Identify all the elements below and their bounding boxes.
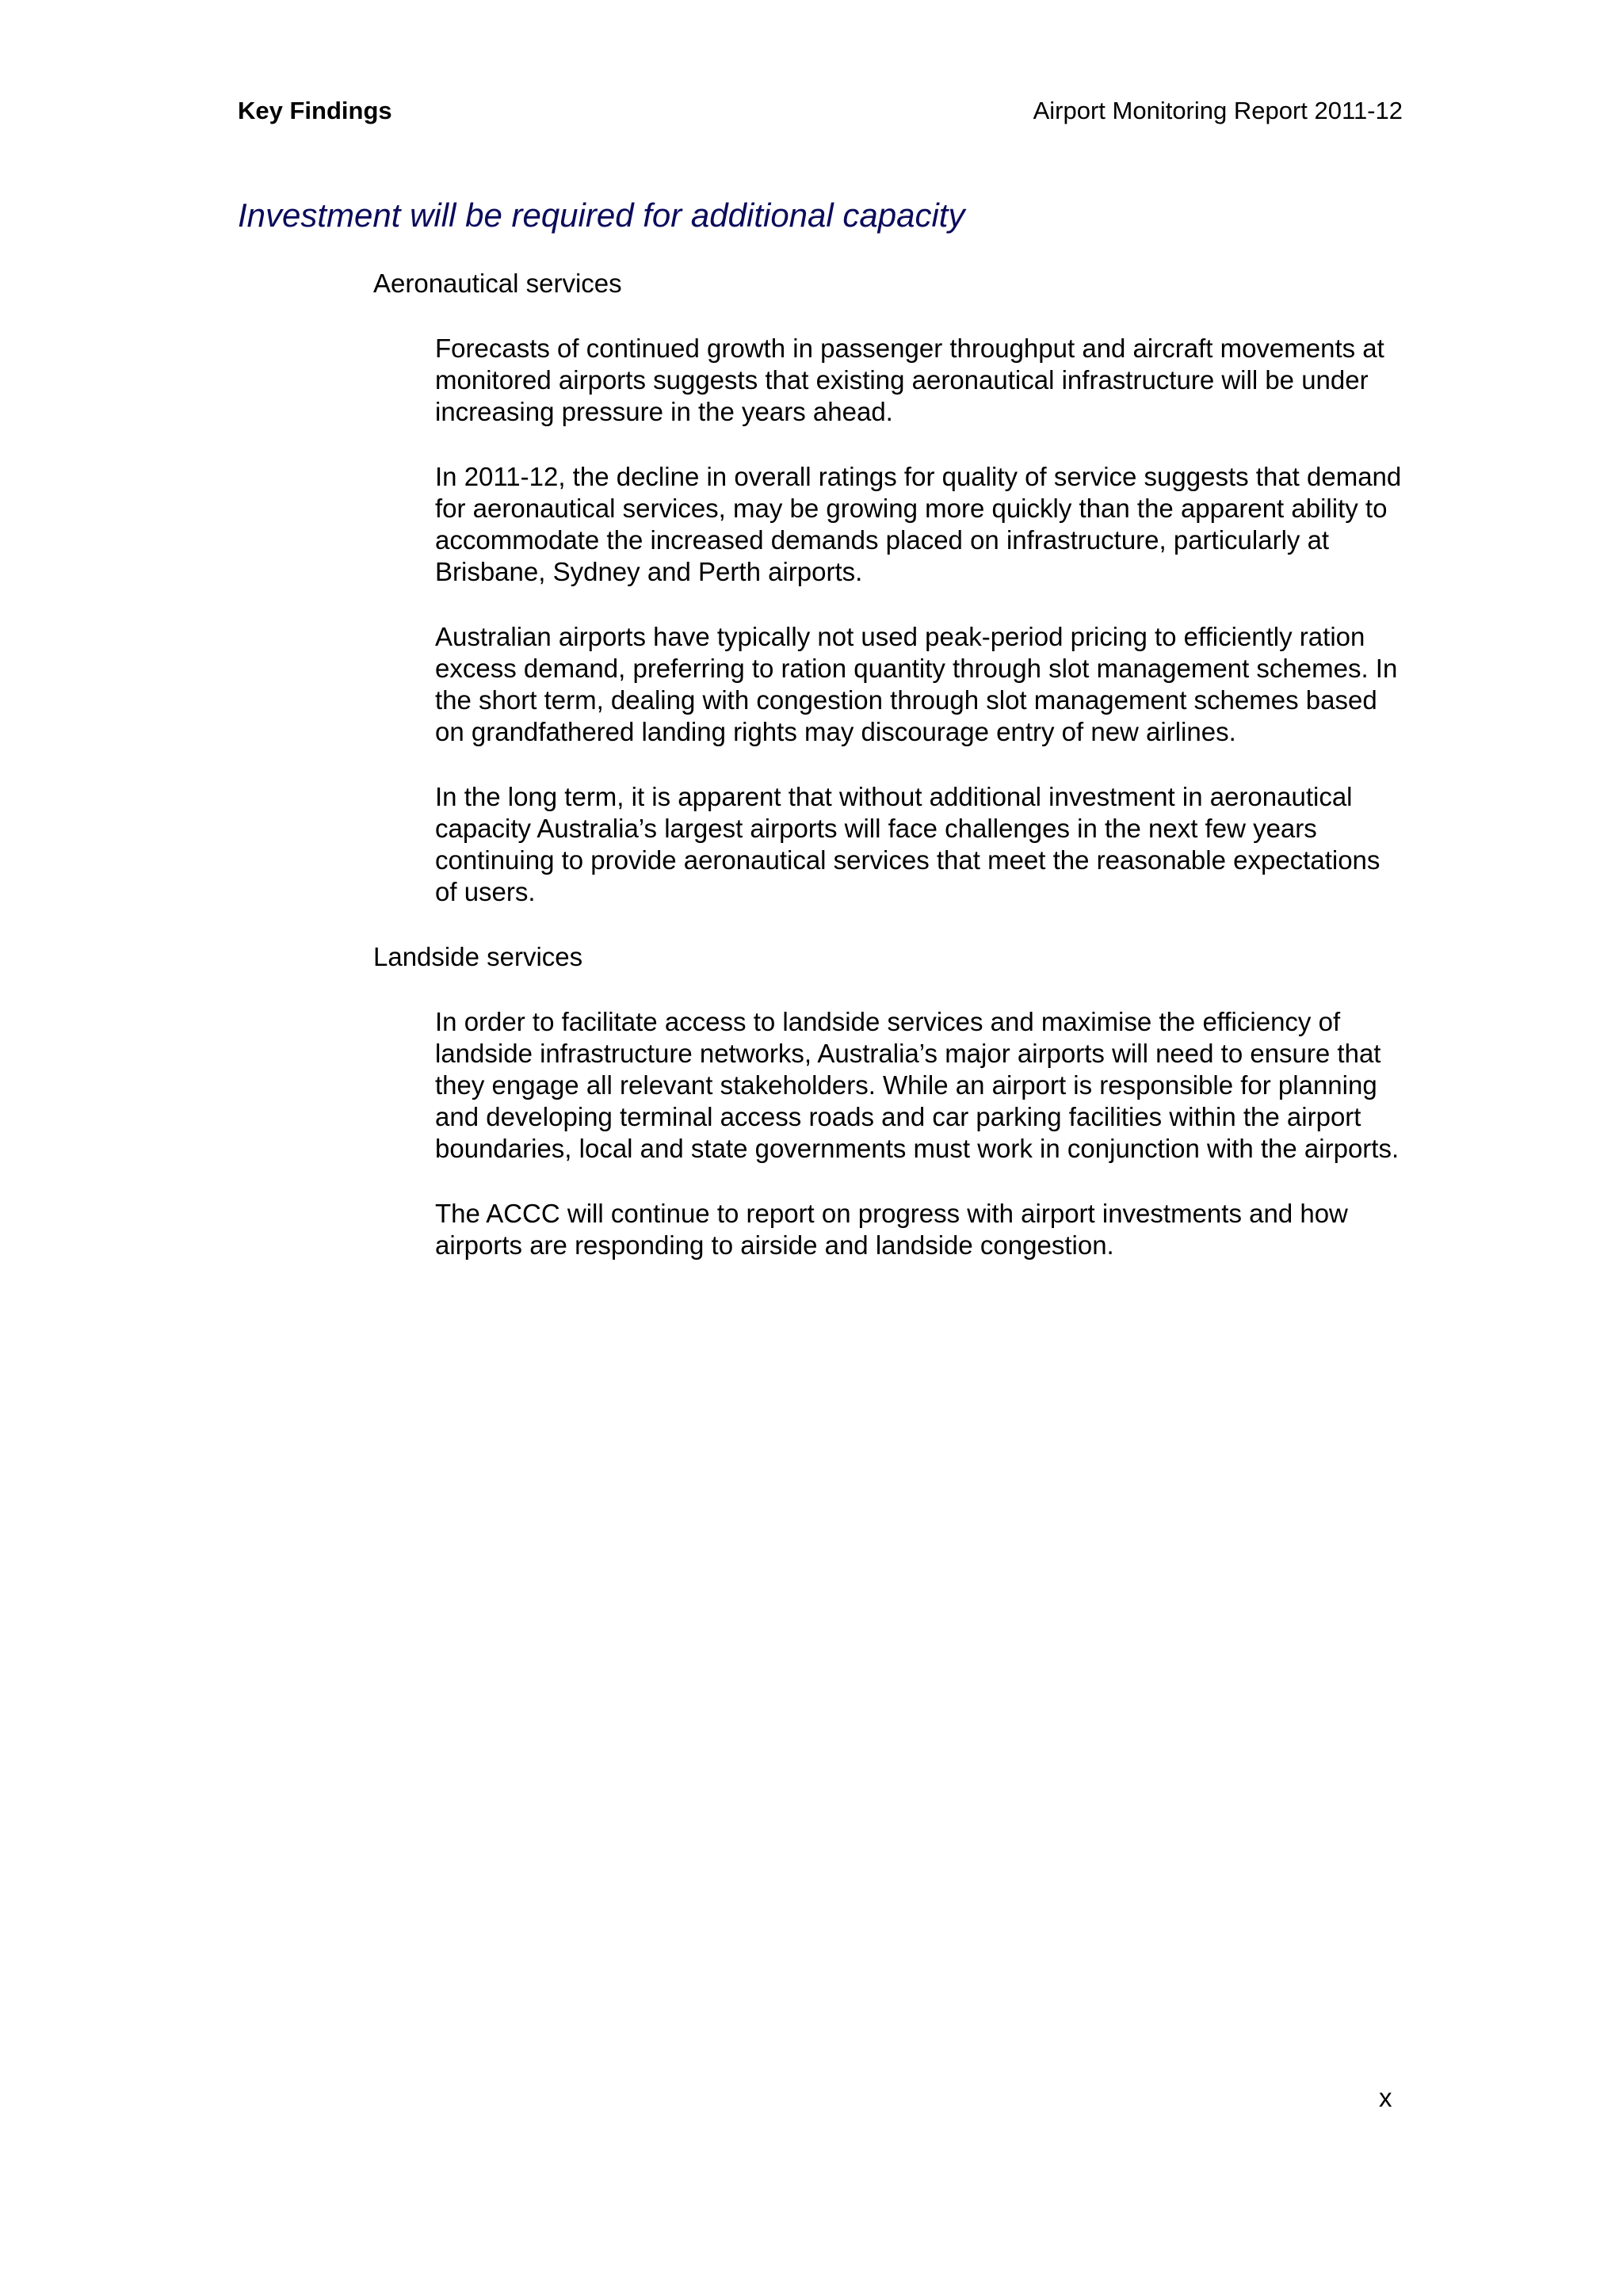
landside-paragraph: The ACCC will continue to report on progress with airport investments and how airports are responding to airside and landside congestion. — [435, 1199, 1348, 1260]
section-title: Investment will be required for additional capacity — [238, 196, 965, 234]
aeronautical-services-heading: Aeronautical services — [373, 269, 622, 298]
aeronautical-paragraph: Forecasts of continued growth in passenger throughput and aircraft movements at monitored airports suggests that existing aeronautical infrastructure will be under increasing pressure in the years ahead. — [435, 334, 1384, 426]
aeronautical-paragraph: In 2011-12, the decline in overall ratings for quality of service suggests that demand for aeronautical services, may be growing more quickly than the apparent ability to accommodate the increased demands placed on infrastructure, particularly at Brisbane, Sydney and Perth airports. — [435, 462, 1402, 586]
landside-services-heading: Landside services — [373, 942, 583, 971]
running-header-report-title: Airport Monitoring Report 2011-12 — [1033, 97, 1403, 124]
page-number: x — [1379, 2083, 1392, 2112]
landside-paragraph: In order to facilitate access to landside services and maximise the efficiency of landside infrastructure networks, Australia’s major airports will need to ensure that they engage all relevant stakeholders. While an airport is responsible for planning and developing terminal access roads and car parking facilities within the airport boundaries, local and state governments must work in conjunction with the airports. — [435, 1007, 1400, 1163]
running-header-section: Key Findings — [238, 97, 392, 124]
document-body — [373, 268, 1403, 1295]
aeronautical-paragraph: Australian airports have typically not used peak-period pricing to efficiently ration excess demand, preferring to ration quantity through slot management schemes. In the short term, dealing with congestion through slot management schemes based on grandfathered landing rights may discourage entry of new airlines. — [435, 622, 1398, 746]
aeronautical-paragraph: In the long term, it is apparent that without additional investment in aeronautical capacity Australia’s largest airports will face challenges in the next few years continuing to provide aeronautical services that meet the reasonable expectations of users. — [435, 782, 1381, 906]
